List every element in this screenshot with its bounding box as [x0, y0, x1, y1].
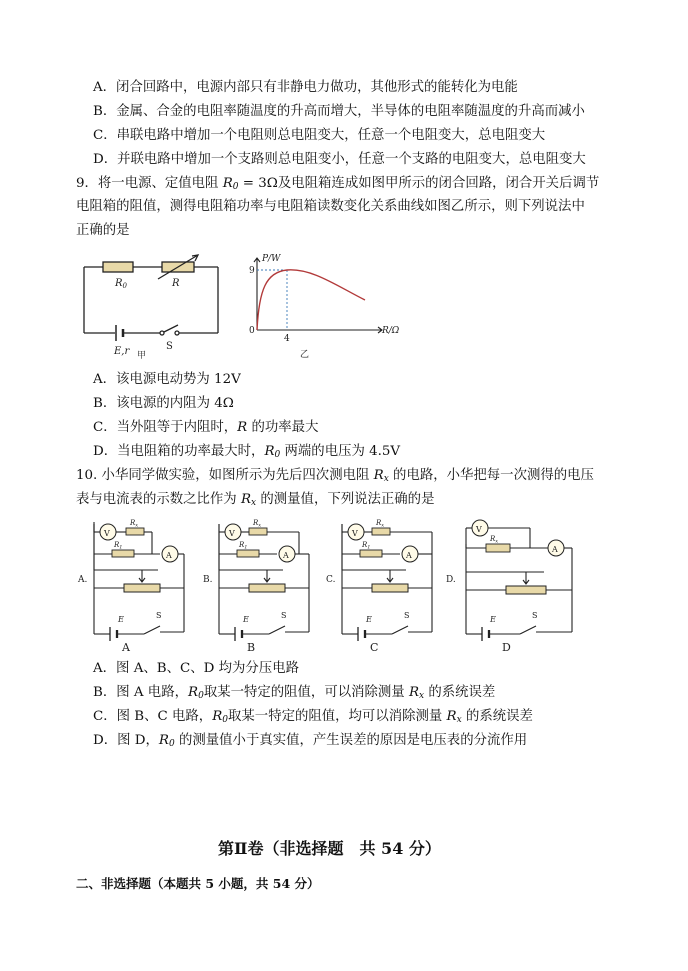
q9-option-c — [93, 419, 318, 437]
q9-option-c-symbol: R — [237, 420, 248, 435]
r-label: R — [172, 278, 180, 289]
q10-stem-text-b: 的电路，小华把每一次测得的电压 — [388, 468, 594, 483]
q10-option-b — [93, 684, 495, 705]
circuit-b-caption: B — [247, 641, 256, 654]
rx-symbol: $R_x$ — [240, 492, 257, 508]
ammeter-d: A — [552, 545, 558, 554]
e-label-b: E — [243, 615, 249, 624]
fig2-caption: 乙 — [300, 350, 310, 360]
q9-stem-line2: 电阻箱的阻值，测得电阻箱功率与电阻箱读数变化关系曲线如图乙所示，则下列说法中 — [76, 199, 585, 214]
r0-label-a: $R_1$ — [114, 541, 123, 551]
rx-label-b: $R_x$ — [253, 519, 262, 529]
q10-option-c-text-a: C．图 B、C 电路， — [93, 709, 213, 724]
rx-label-d: $R_x$ — [490, 535, 499, 545]
q10-option-d-text-b: 的测量值小于真实值，产生误差的原因是电压表的分流作用 — [174, 733, 528, 748]
e-label-a: E — [118, 615, 124, 624]
circuit-c — [326, 519, 432, 654]
s-label-c: S — [404, 611, 410, 620]
s-label-b: S — [281, 611, 287, 620]
r0-label-b: $R_1$ — [239, 541, 248, 551]
q9-stem-line3: 正确的是 — [76, 223, 130, 238]
circuit-b-letter: B. — [203, 575, 213, 585]
voltmeter-d: V — [476, 525, 482, 534]
circuit-d-letter: D. — [446, 575, 456, 585]
q10-stem-text-a: 10. 小华同学做实验，如图所示为先后四次测电阻 — [76, 468, 374, 483]
section-subtitle: 二、非选择题（本题共 5 小题，共 54 分） — [76, 876, 320, 891]
q9-stem-text-b: = 3Ω及电阻箱连成如图甲所示的闭合回路，闭合开关后调节 — [238, 176, 600, 191]
rx-label-c: $R_x$ — [376, 519, 385, 529]
q9-figure-circuit — [78, 253, 228, 363]
s-label-d: S — [532, 611, 538, 620]
r0-label: $R_0$ — [115, 278, 127, 290]
q9-stem-line1 — [76, 175, 599, 196]
r0-symbol: $R_0$ — [222, 176, 239, 192]
q10-stem-line1 — [76, 467, 594, 488]
r0-symbol: $R_0$ — [264, 444, 281, 460]
switch-label: S — [166, 341, 173, 352]
ammeter-b: A — [283, 551, 289, 560]
graph-y-label: P/W — [262, 254, 281, 264]
q10-option-d-text-a: D．图 D， — [93, 733, 159, 748]
power-curve — [257, 270, 365, 330]
q9-figure-graph — [242, 250, 402, 362]
ammeter-c: A — [406, 551, 412, 560]
circuit-d — [446, 520, 572, 654]
circuit-c-caption: C — [370, 641, 379, 654]
r0-label-c: $R_1$ — [362, 541, 371, 551]
graph-origin: 0 — [249, 326, 255, 336]
q10-option-a: A．图 A、B、C、D 均为分压电路 — [93, 661, 299, 676]
circuit-d-caption: D — [502, 641, 511, 654]
q8-option-c: C．串联电路中增加一个电阻则总电阻变大，任意一个电阻变大，总电阻变大 — [93, 128, 546, 143]
circuit-a — [77, 519, 184, 654]
q10-option-c-text-c: 的系统误差 — [461, 709, 533, 724]
q10-option-d — [93, 732, 527, 753]
q10-stem-text-c: 表与电流表的示数之比作为 — [76, 492, 241, 507]
q10-circuits — [74, 514, 634, 654]
source-label: E,r — [114, 346, 130, 357]
q10-option-b-text-a: B．图 A 电路， — [93, 685, 188, 700]
q9-option-c-text-b: 的功率最大 — [247, 420, 319, 435]
r0-symbol: $R_0$ — [158, 733, 175, 749]
voltmeter-b: V — [229, 529, 235, 538]
q8-option-d: D．并联电路中增加一个支路则总电阻变小，任意一个支路的电阻变大，总电阻变大 — [93, 152, 586, 167]
q10-option-b-text-c: 的系统误差 — [424, 685, 496, 700]
q9-option-d-text-a: D．当电阻箱的功率最大时， — [93, 444, 265, 459]
graph-x-tick-4: 4 — [284, 334, 290, 344]
q10-stem-line2 — [76, 491, 434, 512]
rx-label-a: $R_x$ — [130, 519, 139, 529]
r0-resistor — [103, 262, 133, 272]
q8-option-b: B．金属、合金的电阻率随温度的升高而增大，半导体的电阻率随温度的升高而减小 — [93, 104, 585, 119]
s-label-a: S — [156, 611, 162, 620]
circuit-c-letter: C. — [326, 575, 336, 585]
q9-option-c-text-a: C．当外阻等于内阻时， — [93, 420, 238, 435]
q9-option-a: A．该电源电动势为 12V — [93, 372, 241, 387]
q9-option-d — [93, 443, 400, 464]
graph-y-tick-9: 9 — [249, 266, 255, 276]
rx-symbol: $R_x$ — [408, 685, 425, 701]
q10-option-b-text-b: 取某一特定的阻值，可以消除测量 — [203, 685, 409, 700]
circuit-a-letter: A. — [78, 575, 88, 585]
q9-stem-text-a: 9．将一电源、定值电阻 — [76, 176, 223, 191]
voltmeter-c: V — [352, 529, 358, 538]
circuit-a-caption: A — [122, 641, 130, 654]
rx-symbol: $R_x$ — [446, 709, 462, 725]
circuit-b — [203, 519, 309, 654]
fig1-caption: 甲 — [137, 351, 147, 361]
q8-option-a: A．闭合回路中，电源内部只有非静电力做功，其他形式的能转化为电能 — [93, 80, 518, 95]
section-title: 第Ⅱ卷（非选择题 共 54 分） — [218, 839, 441, 858]
graph-x-label: R/Ω — [382, 326, 400, 336]
voltmeter-a: V — [104, 529, 110, 538]
rx-symbol: $R_x$ — [373, 468, 389, 484]
q9-option-d-text-b: 两端的电压为 4.5V — [280, 444, 401, 459]
e-label-c: E — [366, 615, 372, 624]
e-label-d: E — [490, 615, 496, 624]
ammeter-a: A — [166, 551, 172, 560]
r0-symbol: $R_0$ — [187, 685, 204, 701]
r0-symbol: $R_0$ — [212, 709, 229, 725]
q9-option-b: B．该电源的内阻为 4Ω — [93, 396, 234, 411]
q10-option-c — [93, 708, 533, 729]
q10-stem-text-d: 的测量值，下列说法正确的是 — [256, 492, 435, 507]
q10-option-c-text-b: 取某一特定的阻值，均可以消除测量 — [228, 709, 447, 724]
